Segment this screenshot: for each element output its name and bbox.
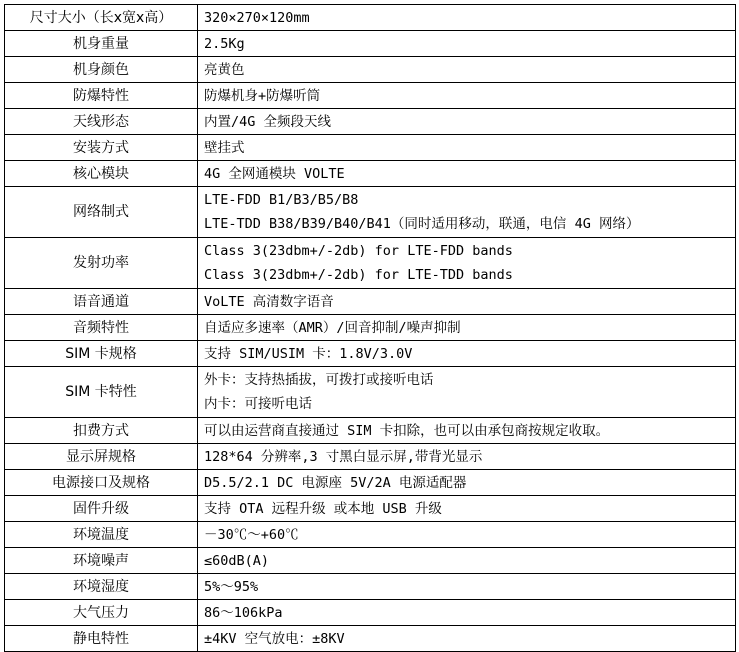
table-row [5, 57, 736, 83]
table-row [5, 626, 736, 652]
table-row [5, 31, 736, 57]
spec-value-line: ±4KV 空气放电：±8KV [204, 630, 345, 647]
spec-value [198, 83, 736, 109]
table-row [5, 341, 736, 367]
spec-value [198, 548, 736, 574]
spec-value-line: LTE-TDD B38/B39/B40/B41（同时适用移动，联通，电信 4G 网络） [204, 216, 640, 232]
spec-value [198, 341, 736, 367]
spec-value-line: ≤60dB(A) [204, 552, 270, 569]
spec-value [198, 5, 736, 31]
spec-value [198, 574, 736, 600]
spec-label: 语音通道 [5, 289, 198, 315]
spec-value-line: 320×270×120mm [204, 9, 310, 26]
spec-value-line: 外卡：支持热插拔，可拨打或接听电话 [204, 372, 434, 388]
spec-value [198, 367, 736, 418]
spec-value-line: 自适应多速率（AMR）/回音抑制/噪声抑制 [204, 319, 461, 336]
table-row [5, 548, 736, 574]
spec-label: 尺寸大小（长x宽x高） [5, 5, 198, 31]
spec-value-line: 防爆机身+防爆听筒 [204, 87, 321, 104]
table-row [5, 600, 736, 626]
spec-value-line: 壁挂式 [204, 139, 245, 156]
spec-value-line: VoLTE 高清数字语音 [204, 293, 334, 310]
table-row [5, 289, 736, 315]
table-row [5, 161, 736, 187]
table-row [5, 109, 736, 135]
spec-label: 大气压力 [5, 600, 198, 626]
spec-label: 显示屏规格 [5, 444, 198, 470]
spec-label: 静电特性 [5, 626, 198, 652]
spec-label: 安装方式 [5, 135, 198, 161]
table-row [5, 5, 736, 31]
spec-value-line: 内置/4G 全频段天线 [204, 113, 332, 130]
table-row [5, 83, 736, 109]
spec-value [198, 444, 736, 470]
table-row [5, 418, 736, 444]
spec-value-line: 5%～95% [204, 578, 259, 595]
table-row [5, 574, 736, 600]
spec-label: 音频特性 [5, 315, 198, 341]
spec-value-line: Class 3(23dbm+/-2db) for LTE-FDD bands [204, 243, 513, 259]
spec-value-line: 128*64 分辨率,3 寸黑白显示屏,带背光显示 [204, 448, 483, 465]
table-row [5, 444, 736, 470]
spec-value [198, 496, 736, 522]
spec-label: 扣费方式 [5, 418, 198, 444]
spec-value [198, 522, 736, 548]
spec-value-line: 2.5Kg [204, 35, 245, 52]
spec-value-line: 可以由运营商直接通过 SIM 卡扣除，也可以由承包商按规定收取。 [204, 422, 610, 439]
spec-value [198, 135, 736, 161]
spec-table [4, 4, 736, 652]
spec-label: 网络制式 [5, 187, 198, 238]
spec-value-line: Class 3(23dbm+/-2db) for LTE-TDD bands [204, 267, 513, 283]
spec-value-line: 4G 全网通模块 VOLTE [204, 165, 345, 182]
table-row [5, 522, 736, 548]
spec-label: 环境湿度 [5, 574, 198, 600]
spec-value-line: 亮黄色 [204, 61, 245, 78]
spec-label: 环境温度 [5, 522, 198, 548]
table-row [5, 470, 736, 496]
spec-label: 机身颜色 [5, 57, 198, 83]
table-row [5, 315, 736, 341]
spec-value-line: 支持 SIM/USIM 卡：1.8V/3.0V [204, 345, 413, 362]
spec-label: SIM 卡特性 [5, 367, 198, 418]
table-row [5, 135, 736, 161]
spec-value [198, 31, 736, 57]
spec-value [198, 418, 736, 444]
table-row [5, 367, 736, 418]
table-row [5, 187, 736, 238]
spec-value [198, 315, 736, 341]
spec-label: 天线形态 [5, 109, 198, 135]
spec-value-line: 支持 OTA 远程升级 或本地 USB 升级 [204, 500, 442, 517]
spec-label: SIM 卡规格 [5, 341, 198, 367]
spec-label: 环境噪声 [5, 548, 198, 574]
spec-value-line: LTE-FDD B1/B3/B5/B8 [204, 192, 359, 208]
spec-value-line: －30℃～+60℃ [204, 526, 299, 543]
spec-value [198, 187, 736, 238]
spec-value-line: D5.5/2.1 DC 电源座 5V/2A 电源适配器 [204, 474, 467, 491]
spec-value [198, 57, 736, 83]
spec-value [198, 161, 736, 187]
spec-value-line: 内卡：可接听电话 [204, 396, 312, 412]
table-row [5, 238, 736, 289]
spec-label: 固件升级 [5, 496, 198, 522]
spec-value [198, 626, 736, 652]
spec-value [198, 109, 736, 135]
spec-label: 电源接口及规格 [5, 470, 198, 496]
spec-value [198, 600, 736, 626]
spec-value [198, 470, 736, 496]
spec-label: 防爆特性 [5, 83, 198, 109]
spec-label: 机身重量 [5, 31, 198, 57]
spec-value [198, 289, 736, 315]
spec-label: 发射功率 [5, 238, 198, 289]
spec-value [198, 238, 736, 289]
spec-value-line: 86～106kPa [204, 604, 283, 621]
table-row [5, 496, 736, 522]
spec-table-body [5, 5, 736, 652]
spec-label: 核心模块 [5, 161, 198, 187]
